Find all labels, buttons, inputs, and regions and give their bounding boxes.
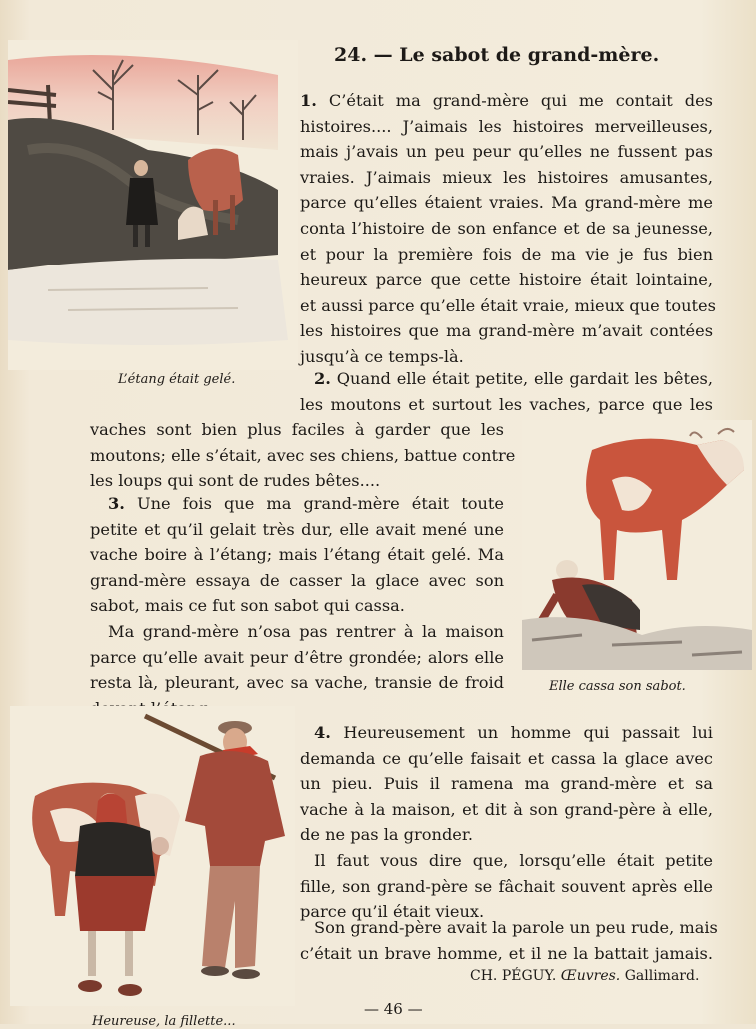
section-2-continued — [90, 417, 516, 494]
section-1-line: jusqu’à ce temps-là. — [300, 346, 464, 366]
section-4-line: Heureusement un homme qui passait lui — [343, 723, 713, 742]
source-publisher: Gallimard. — [624, 968, 700, 984]
section-2-line: vaches sont bien plus faciles à garder que les — [90, 420, 504, 439]
section-4-line: fille, son grand-père se fâchait souvent après elle — [300, 876, 713, 896]
caption-broken-clog: Elle cassa son sabot. — [549, 679, 686, 694]
section-1-paragraph — [300, 88, 716, 370]
source-citation — [470, 968, 699, 984]
section-3-line: vache boire à l’étang; mais l’étang était gelé. Ma — [90, 545, 504, 565]
section-4-paragraph-2 — [300, 848, 713, 925]
section-4-number: 4. — [314, 723, 331, 742]
section-4-line: un pieu. Puis il ramena ma grand-mère et sa — [300, 774, 713, 794]
section-1-line: parce qu’elles étaient vraies. Ma grand-mère me — [300, 193, 713, 213]
illustration-man-and-girl — [10, 706, 295, 1006]
section-3-paragraph — [90, 491, 504, 619]
section-4-line: demanda ce qu’elle faisait et cassa la glace avec — [300, 748, 713, 768]
section-1-line: conta l’histoire de son enfance et de sa jeunesse, — [300, 218, 713, 238]
section-2-line: moutons; elle s’était, avec ses chiens, battue contre — [90, 445, 516, 465]
section-4-paragraph-3 — [300, 915, 718, 966]
section-4-line: parce qu’il était vieux. — [300, 902, 485, 922]
section-4-line: vache à la maison, et dit à son grand-père à elle, — [300, 799, 713, 819]
section-1-line: et pour la première fois de ma vie je fus bien — [300, 244, 713, 264]
section-4-line: de ne pas la gronder. — [300, 825, 473, 845]
section-1-line: C’était ma grand-mère qui me contait des — [328, 91, 713, 110]
section-4-line: Son grand-père avait la parole un peu rude, mais — [314, 918, 718, 937]
section-3-line: resta là, pleurant, avec sa vache, transie de froid — [90, 673, 504, 693]
chapter-title: 24. — Le sabot de grand-mère. — [334, 44, 660, 66]
section-3-line: parce qu’elle avait peur d’être grondée; alors elle — [90, 647, 504, 667]
section-3-line: grand-mère essaya de casser la glace avec son — [90, 570, 504, 590]
caption-frozen-pond: L’étang était gelé. — [118, 372, 236, 387]
section-2-paragraph — [300, 366, 713, 417]
section-3-line: Une fois que ma grand-mère était toute — [136, 494, 504, 513]
section-1-line: et aussi parce qu’elle était vraie, mieux que toutes — [300, 295, 716, 315]
section-4-line: c’était un brave homme, et il ne la battait jamais. — [300, 943, 713, 963]
section-1-line: vraies. J’aimais mieux les histoires amusantes, — [300, 167, 713, 187]
section-1-line: heureux parce que cette histoire était lointaine, — [300, 270, 713, 290]
section-2-line: les moutons et surtout les vaches, parce que les — [300, 394, 713, 414]
section-4-line: Il faut vous dire que, lorsqu’elle était petite — [314, 851, 713, 870]
section-2-number: 2. — [314, 369, 331, 388]
section-1-line: les histoires que ma grand-mère m’avait contées — [300, 321, 713, 341]
section-3-line: sabot, mais ce fut son sabot qui cassa. — [90, 596, 405, 616]
section-2-line: Quand elle était petite, elle gardait les bêtes, — [336, 369, 713, 388]
section-3-line: petite et qu’il gelait très dur, elle avait mené une — [90, 519, 504, 539]
section-3-line: Ma grand-mère n’osa pas rentrer à la maison — [108, 622, 504, 641]
section-1-number: 1. — [300, 91, 317, 110]
page-number: — 46 — — [364, 1000, 423, 1018]
section-3-number: 3. — [108, 494, 125, 513]
section-4-paragraph — [300, 720, 713, 848]
source-author: CH. PÉGUY. — [470, 968, 557, 984]
section-2-line: les loups qui sont de rudes bêtes.... — [90, 471, 381, 491]
illustration-broken-clog — [522, 420, 752, 670]
section-1-line: histoires.... J’aimais les histoires merveilleuses, — [300, 116, 713, 136]
illustration-frozen-pond — [8, 40, 298, 370]
caption-man-and-girl: Heureuse, la fillette... — [92, 1014, 236, 1029]
source-work: Œuvres. — [560, 968, 621, 984]
section-1-line: mais j’avais un peu peur qu’elles ne fussent pas — [300, 142, 713, 162]
